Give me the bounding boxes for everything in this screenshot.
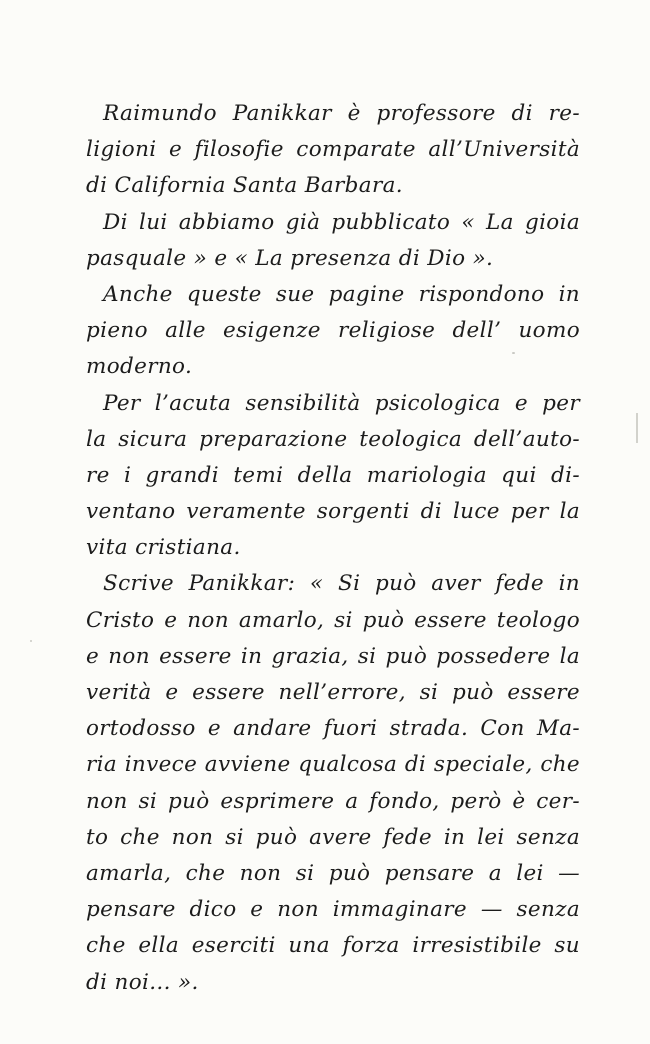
text-line: di noi... ».: [86, 969, 199, 995]
text-line: la sicura preparazione teologica dell’auto-: [86, 426, 580, 452]
text-line: pasquale » e « La presenza di Dio ».: [86, 245, 494, 271]
text-line: pieno alle esigenze religiose dell’ uomo: [86, 318, 580, 344]
scan-speck: [30, 640, 32, 642]
text-line: pensare dico e non immaginare — senza: [86, 897, 580, 923]
text-line: che ella eserciti una forza irresistibile su: [86, 933, 580, 959]
blurb-text: [86, 96, 580, 1001]
text-line: ventano veramente sorgenti di luce per la: [86, 499, 580, 525]
text-line: di California Santa Barbara.: [86, 173, 403, 199]
text-line: Per l’acuta sensibilità psicologica e per: [103, 390, 580, 416]
text-line: moderno.: [86, 354, 193, 380]
text-line: to che non si può avere fede in lei senza: [86, 824, 580, 850]
text-line: e non essere in grazia, si può possedere la: [86, 643, 580, 669]
text-line: Cristo e non amarlo, si può essere teologo: [86, 607, 580, 633]
text-line: amarla, che non si può pensare a lei —: [86, 860, 580, 886]
text-line: verità e essere nell’errore, si può essere: [86, 680, 580, 705]
text-line: ria invece avviene qualcosa di speciale, che: [86, 752, 580, 778]
text-line: non si può esprimere a fondo, però è cer-: [86, 788, 580, 814]
text-line: Scrive Panikkar: « Si può aver fede in: [103, 571, 580, 597]
text-line: ligioni e filosofie comparate all’Università: [86, 137, 580, 163]
text-line: Di lui abbiamo già pubblicato « La gioia: [103, 209, 580, 235]
text-line: vita cristiana.: [86, 535, 241, 561]
text-line: re i grandi temi della mariologia qui di-: [86, 462, 580, 488]
text-line: Raimundo Panikkar è professore di re-: [103, 101, 580, 126]
scan-edge-mark: [636, 413, 638, 443]
text-line: Anche queste sue pagine rispondono in: [103, 281, 580, 307]
text-line: ortodosso e andare fuori strada. Con Ma-: [86, 716, 580, 742]
